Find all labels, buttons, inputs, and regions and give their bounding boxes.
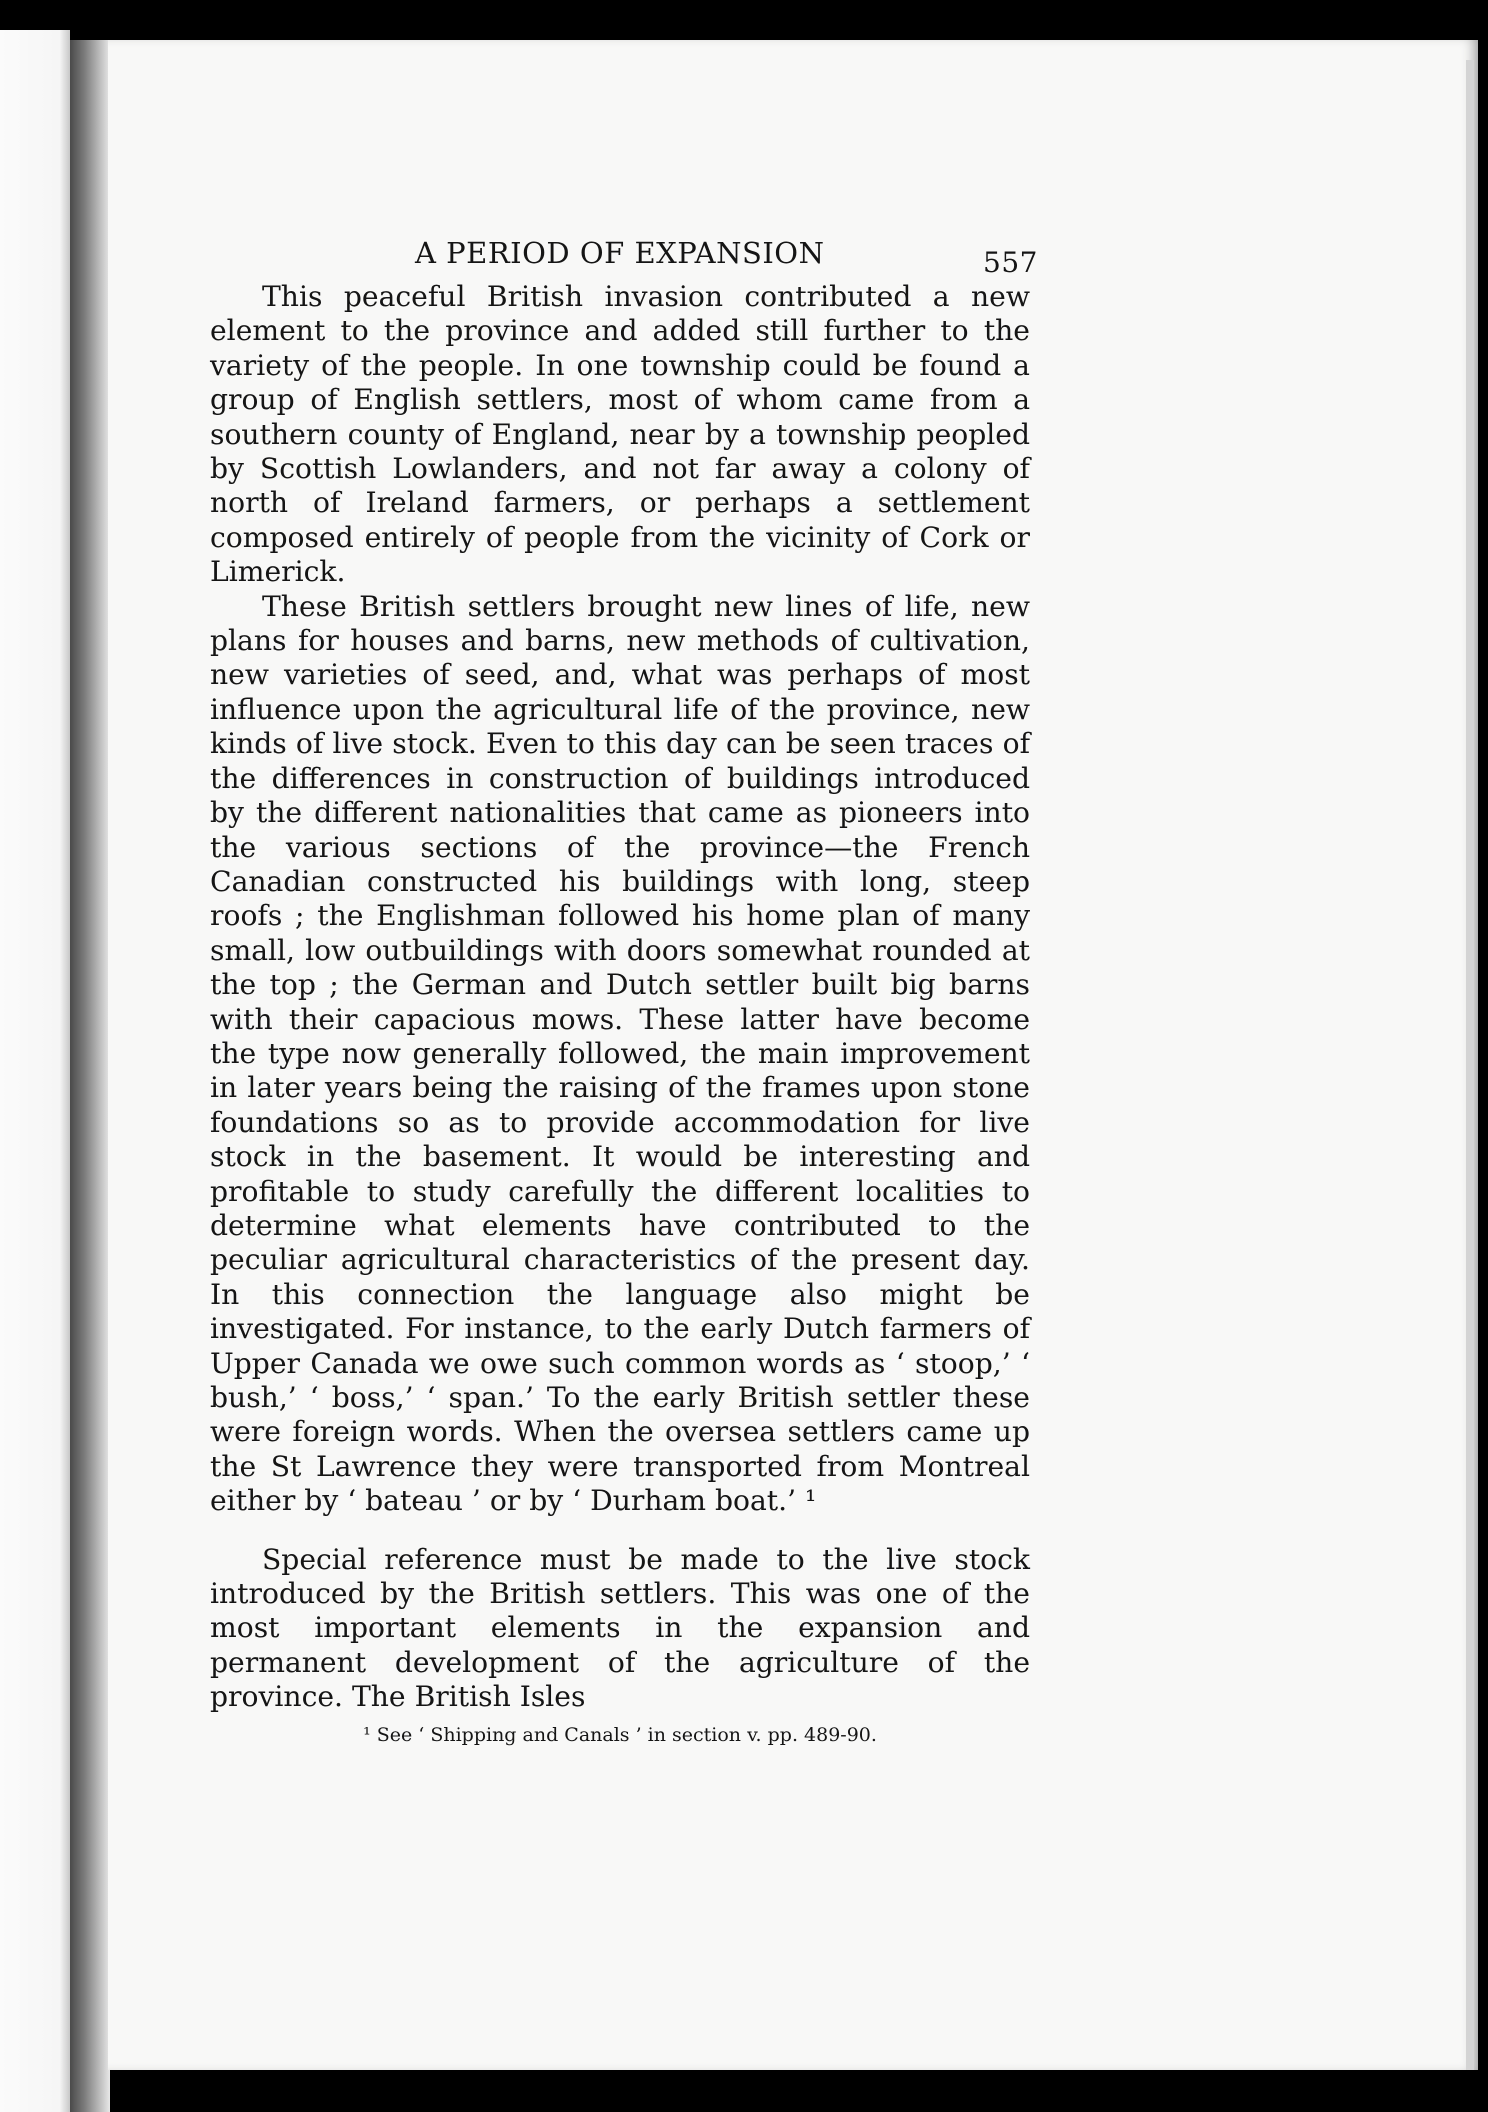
binding-shadow [70,40,110,2112]
page-right-edge [1466,60,1474,2070]
page-number: 557 [983,246,1038,279]
running-head-title: A PERIOD OF EXPANSION [415,236,825,270]
running-head [210,232,1038,280]
facing-page-edge [0,30,70,2112]
page-text [210,232,1038,1747]
paragraph-british-settlers: These British settlers brought new lines of life, new plans for houses and barns, new methods of cultivation, new varieties of seed, and, what was perhaps of most influence upon the agricultural life of the province, new kinds of live stock. Even to this day can be seen traces of the differences in construction of buildings introduced by the different nationalities that came as pioneers into the various sections of the province—the French Canadian constructed his buildings with long, steep roofs ; the Englishman followed his home plan of many small, low outbuildings with doors somewhat rounded at the top ; the German and Dutch settler built big barns with their capacious mows. These latter have become the type now generally followed, the main improvement in later years being the raising of the frames upon stone foundations so as to provide accommodation for live stock in the basement. It would be interesting and profitable to study carefully the different localities to determine what elements have contributed to the peculiar agricultural characteristics of the present day. In this connection the language also might be investigated. For instance, to the early Dutch farmers of Upper Canada we owe such common words as ‘ stoop,’ ‘ bush,’ ‘ boss,’ ‘ span.’ To the early British settler these were foreign words. When the oversea settlers came up the St Lawrence they were transported from Montreal either by ‘ bateau ’ or by ‘ Durham boat.’ ¹ [210,589,1030,1518]
paragraph-british-invasion: This peaceful British invasion contributed a new element to the province and added still further to the variety of the people. In one township could be found a group of English settlers, most of whom came from a southern county of England, near by a township peopled by Scottish Lowlanders, and not far away a colony of north of Ireland farmers, or perhaps a settlement composed entirely of people from the vicinity of Cork or Limerick. [210,280,1030,589]
footnote: ¹ See ‘ Shipping and Canals ’ in section v. pp. 489-90. [363,1723,877,1746]
paragraph-live-stock: Special reference must be made to the live stock introduced by the British settlers. This was one of the most important elements in the expansion and permanent development of the agriculture of the province. The British Isles [210,1542,1030,1714]
